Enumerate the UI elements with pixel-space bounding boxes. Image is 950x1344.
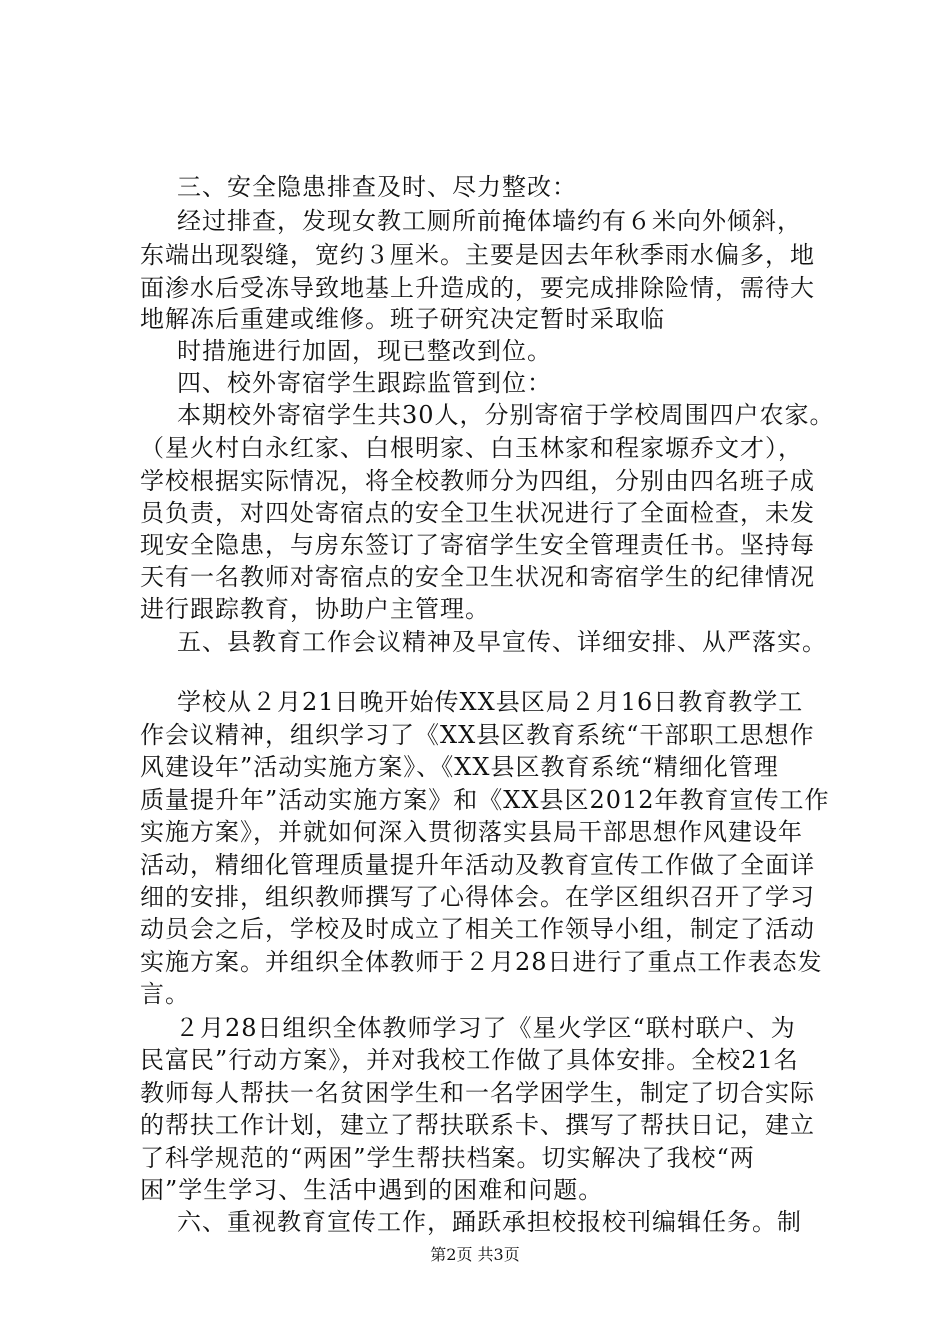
text-line: 现安全隐患，与房东签订了寄宿学生安全管理责任书。坚持每: [140, 531, 815, 559]
text-line: 天有一名教师对寄宿点的安全卫生状况和寄宿学生的纪律情况: [140, 563, 815, 591]
text-line: 面渗水后受冻导致地基上升造成的，要完成排除险情，需待大: [140, 274, 815, 302]
text-line: 风建设年”活动实施方案》、《XX县区教育系统“精细化管理: [140, 753, 779, 781]
text-line: 细的安排，组织教师撰写了心得体会。在学区组织召开了学习: [140, 883, 815, 911]
text-line: 困”学生学习、生活中遇到的困难和问题。: [140, 1176, 604, 1204]
text-line: 东端出现裂缝，宽约３厘米。主要是因去年秋季雨水偏多，地: [140, 241, 815, 269]
text-line: 质量提升年”活动实施方案》和《XX县区2012年教育宣传工作: [140, 786, 830, 814]
text-line: 本期校外寄宿学生共30人，分别寄宿于学校周围四户农家。: [177, 401, 835, 429]
text-line: 学校根据实际情况，将全校教师分为四组，分别由四名班子成: [140, 467, 815, 495]
text-line: 三、安全隐患排查及时、尽力整改：: [177, 173, 577, 201]
text-line: 的帮扶工作计划，建立了帮扶联系卡、撰写了帮扶日记，建立: [140, 1111, 815, 1139]
text-line: ２月28日组织全体教师学习了《星火学区“联村联户、为: [175, 1014, 796, 1042]
text-line: 时措施进行加固，现已整改到位。: [177, 337, 552, 365]
text-line: 进行跟踪教育，协助户主管理。: [140, 595, 490, 623]
text-line: 民富民”行动方案》，并对我校工作做了具体安排。全校21名: [140, 1046, 799, 1074]
text-line: 实施方案。并组织全体教师于２月28日进行了重点工作表态发: [140, 948, 823, 976]
text-line: 地解冻后重建或维修。班子研究决定暂时采取临: [140, 305, 665, 333]
page-footer: 第2页 共3页: [430, 1245, 520, 1264]
text-line: 六、重视教育宣传工作，踊跃承担校报校刊编辑任务。制: [177, 1208, 802, 1236]
text-line: 实施方案》，并就如何深入贯彻落实县局干部思想作风建设年: [140, 818, 803, 846]
text-line: 言。: [140, 980, 190, 1008]
text-line: 了科学规范的“两困”学生帮扶档案。切实解决了我校“两: [140, 1144, 755, 1172]
text-line: 员负责，对四处寄宿点的安全卫生状况进行了全面检查，未发: [140, 499, 815, 527]
text-line: 经过排查，发现女教工厕所前掩体墙约有６米向外倾斜，: [177, 207, 802, 235]
text-line: （星火村白永红家、白根明家、白玉林家和程家塬乔文才），: [140, 434, 803, 462]
text-line: 四、校外寄宿学生跟踪监管到位：: [177, 369, 552, 397]
text-line: 教师每人帮扶一名贫困学生和一名学困学生，制定了切合实际: [140, 1079, 815, 1107]
text-line: 作会议精神，组织学习了《XX县区教育系统“干部职工思想作: [140, 721, 815, 749]
text-line: 五、县教育工作会议精神及早宣传、详细安排、从严落实。: [177, 628, 827, 656]
text-line: 活动，精细化管理质量提升年活动及教育宣传工作做了全面详: [140, 851, 815, 879]
text-line: 学校从２月21日晚开始传XX县区局２月16日教育教学工: [177, 688, 804, 716]
text-line: 动员会之后，学校及时成立了相关工作领导小组，制定了活动: [140, 915, 815, 943]
